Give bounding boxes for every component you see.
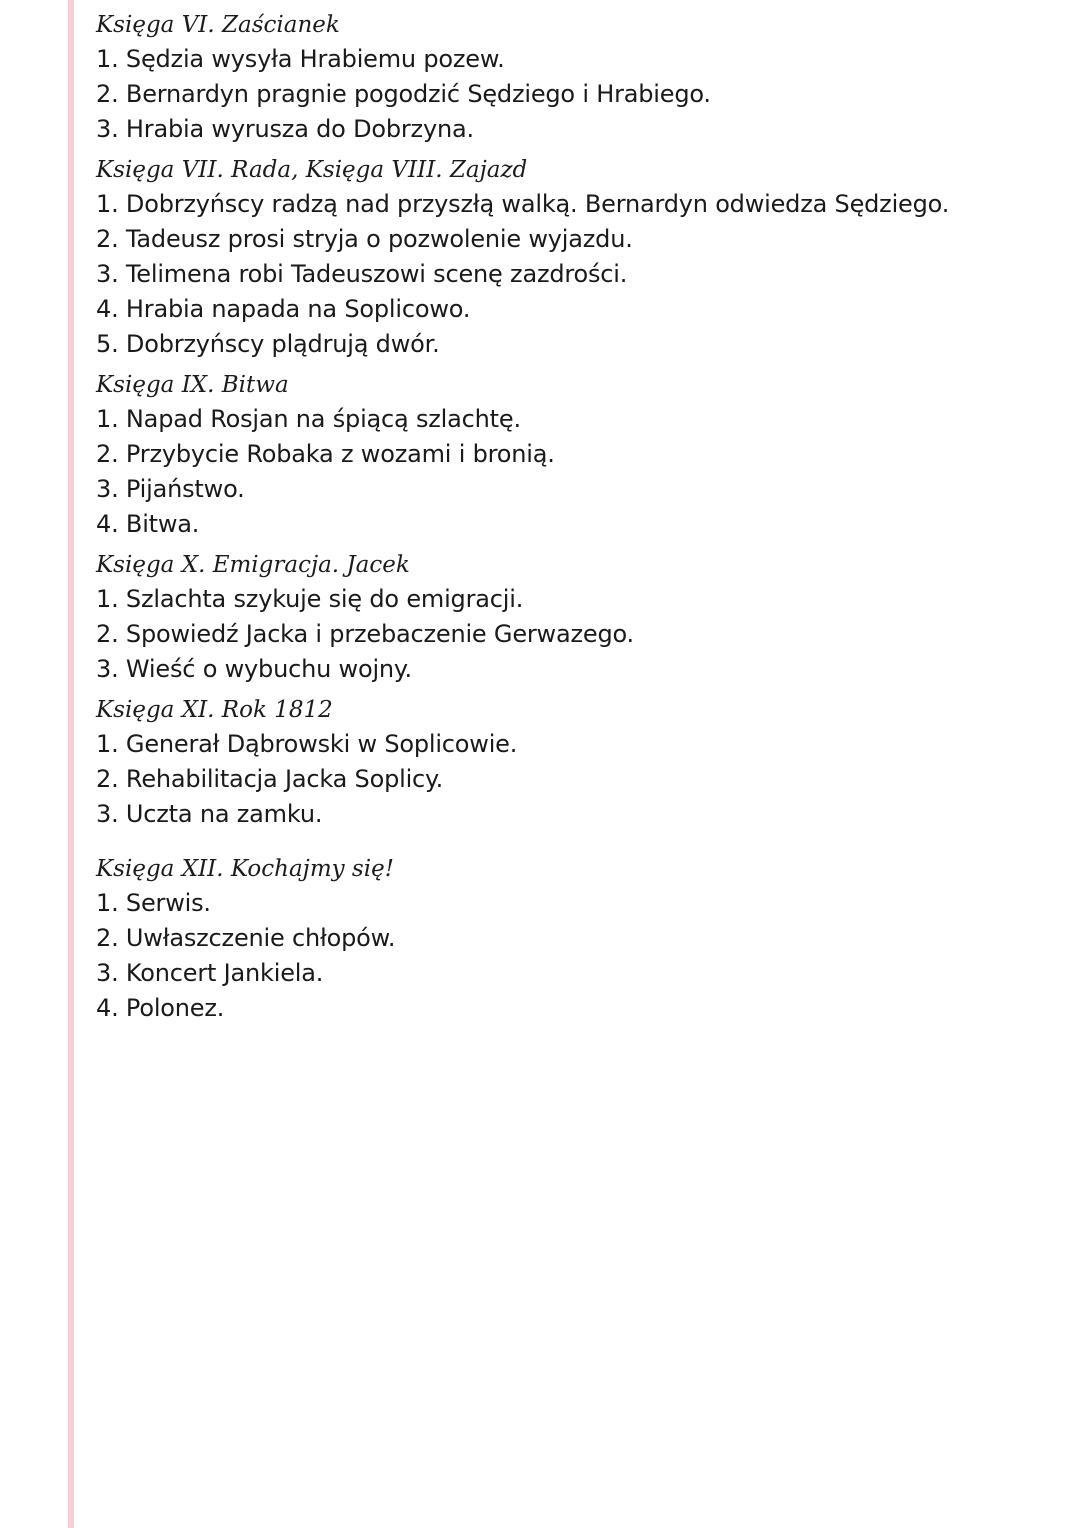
plan-point: 3. Telimena robi Tadeuszowi scenę zazdrości.: [96, 260, 628, 288]
plan-point: 2. Rehabilitacja Jacka Soplicy.: [96, 765, 444, 793]
book-section-7-8: [96, 153, 1056, 362]
plan-point: 1. Dobrzyńscy radzą nad przyszłą walką. Bernardyn odwiedza Sędziego.: [96, 190, 950, 218]
plan-point: 1. Sędzia wysyła Hrabiemu pozew.: [96, 45, 505, 73]
plan-point: 1. Generał Dąbrowski w Soplicowie.: [96, 730, 518, 758]
notes-page: [96, 8, 1056, 1026]
plan-point: 1. Napad Rosjan na śpiącą szlachtę.: [96, 405, 521, 433]
plan-point: 3. Pijaństwo.: [96, 475, 245, 503]
plan-point: 3. Koncert Jankiela.: [96, 959, 324, 987]
plan-point: 3. Hrabia wyrusza do Dobrzyna.: [96, 115, 474, 143]
book-title: Księga IX. Bitwa: [96, 372, 289, 398]
plan-point: 2. Bernardyn pragnie pogodzić Sędziego i Hrabiego.: [96, 80, 711, 108]
book-section-12: [96, 852, 1056, 1026]
book-title: Księga VII. Rada, Księga VIII. Zajazd: [96, 157, 528, 183]
plan-point: 4. Bitwa.: [96, 510, 200, 538]
notebook-margin-line: [68, 0, 74, 1528]
book-title: Księga XI. Rok 1812: [96, 697, 333, 723]
book-section-9: [96, 368, 1056, 542]
plan-point: 2. Spowiedź Jacka i przebaczenie Gerwazego.: [96, 620, 634, 648]
book-section-11: [96, 693, 1056, 832]
plan-point: 3. Uczta na zamku.: [96, 800, 323, 828]
plan-point: 3. Wieść o wybuchu wojny.: [96, 655, 412, 683]
book-section-10: [96, 548, 1056, 687]
plan-point: 5. Dobrzyńscy plądrują dwór.: [96, 330, 440, 358]
book-title: Księga VI. Zaścianek: [96, 12, 340, 38]
book-title: Księga XII. Kochajmy się!: [96, 856, 394, 882]
book-section-6: [96, 8, 1056, 147]
plan-point: 2. Tadeusz prosi stryja o pozwolenie wyjazdu.: [96, 225, 633, 253]
plan-point: 4. Polonez.: [96, 994, 225, 1022]
plan-point: 2. Uwłaszczenie chłopów.: [96, 924, 396, 952]
book-title: Księga X. Emigracja. Jacek: [96, 552, 410, 578]
plan-point: 4. Hrabia napada na Soplicowo.: [96, 295, 471, 323]
plan-point: 1. Serwis.: [96, 889, 211, 917]
plan-point: 1. Szlachta szykuje się do emigracji.: [96, 585, 524, 613]
plan-point: 2. Przybycie Robaka z wozami i bronią.: [96, 440, 555, 468]
